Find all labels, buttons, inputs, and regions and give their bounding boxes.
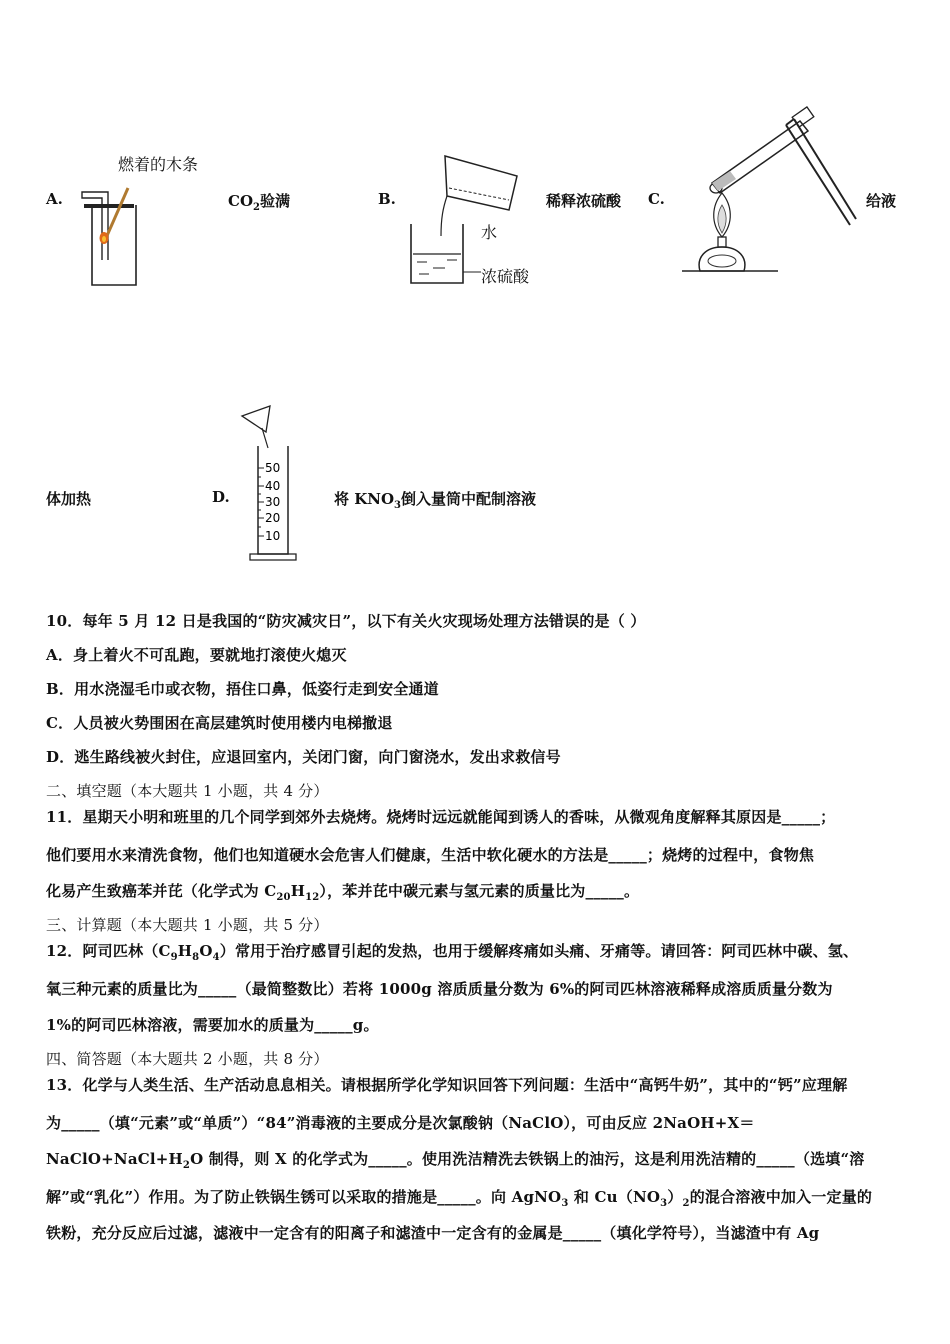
cylinder-mark-10: 10 (265, 529, 281, 543)
option-c-text-part1: 给液 (866, 192, 897, 210)
q13-line3: $NaClO+NaCl+H_2O$ 制得，则 X 的化学式为_____。使用洗洁精洗去铁锅上的油污，这是利用洗洁精的_____（选填“溶 (46, 1150, 865, 1171)
cylinder-mark-50: 50 (265, 461, 281, 475)
co2-full-check-apparatus (80, 150, 230, 290)
q13-line4: 解”或“乳化”）作用。为了防止铁锅生锈可以采取的措施是_____。向 AgNO$_3$ 和 $Cu(NO_3)_2$的混合溶液中加入一定量的 (46, 1188, 873, 1209)
dilute-acid-apparatus (405, 148, 555, 293)
q12-line1: 12．阿司匹林$(C_9H_8O_4)$常用于治疗感冒引起的发热，也用于缓解疼痛如头痛、牙痛等。请回答：阿司匹林中碳、氢、 (46, 942, 859, 963)
q10-option-a: A．身上着火不可乱跑，要就地打滚使火熄灭 (46, 646, 347, 664)
option-b-letter: B. (378, 190, 396, 208)
beaker-pour-illustration (405, 148, 555, 293)
option-a-letter: A. (46, 190, 63, 208)
q13-line5: 铁粉，充分反应后过滤，滤液中一定含有的阳离子和滤渣中一定含有的金属是_____（填化学符号），当滤渣中有 Ag (46, 1224, 820, 1242)
section3-heading: 三、计算题（本大题共 1 小题，共 5 分） (46, 916, 329, 934)
water-label: 水 (481, 223, 498, 242)
q10-option-d: D．逃生路线被火封住，应退回室内，关闭门窗，向门窗浇水，发出求救信号 (46, 748, 561, 766)
q13-line2: 为_____（填“元素”或“单质”）“84”消毒液的主要成分是次氯酸钠（NaClO），可由反应 2NaOH+X＝ (46, 1114, 755, 1132)
option-d-text: 将 $KNO_3$倒入量筒中配制溶液 (334, 490, 537, 511)
gas-bottle-illustration (80, 150, 230, 290)
option-d-letter: D. (212, 488, 230, 506)
q10-option-c: C．人员被火势围困在高层建筑时使用楼内电梯撤退 (46, 714, 393, 732)
option-c-letter: C. (648, 190, 665, 208)
burning-splint-caption: 燃着的木条 (118, 155, 199, 174)
q11-line3: 化易产生致癌苯并芘（化学式为 $C_{20}H_{12}$），苯并芘中碳元素与氢元素的质量比为_____。 (46, 882, 640, 903)
q12-line3: 1%的阿司匹林溶液，需要加水的质量为_____g。 (46, 1016, 379, 1034)
option-b-text: 稀释浓硫酸 (546, 192, 622, 210)
cylinder-mark-40: 40 (265, 479, 281, 493)
q12-line2: 氧三种元素的质量比为_____（最简整数比）若将 1000g 溶质质量分数为 6%的阿司匹林溶液稀释成溶质质量分数为 (46, 980, 833, 998)
test-tube-heating-illustration (682, 105, 862, 280)
option-a-text: $CO_2$验满 (228, 192, 290, 213)
section4-heading: 四、简答题（本大题共 2 小题，共 8 分） (46, 1050, 329, 1068)
cylinder-mark-30: 30 (265, 495, 281, 509)
q11-line1: 11．星期天小明和班里的几个同学到郊外去烧烤。烧烤时远远就能闻到诱人的香味，从微观角度解释其原因是_____； (46, 808, 836, 826)
option-c-text-part2: 体加热 (46, 490, 92, 508)
graduated-cylinder-apparatus (236, 402, 306, 567)
q10-stem: 10．每年 5 月 12 日是我国的“防灾减灾日”，以下有关火灾现场处理方法错误的是（ ） (46, 612, 646, 630)
graduated-cylinder-illustration (236, 402, 306, 567)
heat-liquid-apparatus (682, 105, 862, 280)
conc-acid-label: 浓硫酸 (481, 267, 530, 286)
q10-option-b: B．用水浇湿毛巾或衣物，捂住口鼻，低姿行走到安全通道 (46, 680, 439, 698)
cylinder-mark-20: 20 (265, 511, 281, 525)
section2-heading: 二、填空题（本大题共 1 小题，共 4 分） (46, 782, 329, 800)
q11-line2: 他们要用水来清洗食物，他们也知道硬水会危害人们健康，生活中软化硬水的方法是_____；烧烤的过程中，食物焦 (46, 846, 815, 864)
q13-line1: 13．化学与人类生活、生产活动息息相关。请根据所学化学知识回答下列问题：生活中“高钙牛奶”，其中的“钙”应理解 (46, 1076, 848, 1094)
